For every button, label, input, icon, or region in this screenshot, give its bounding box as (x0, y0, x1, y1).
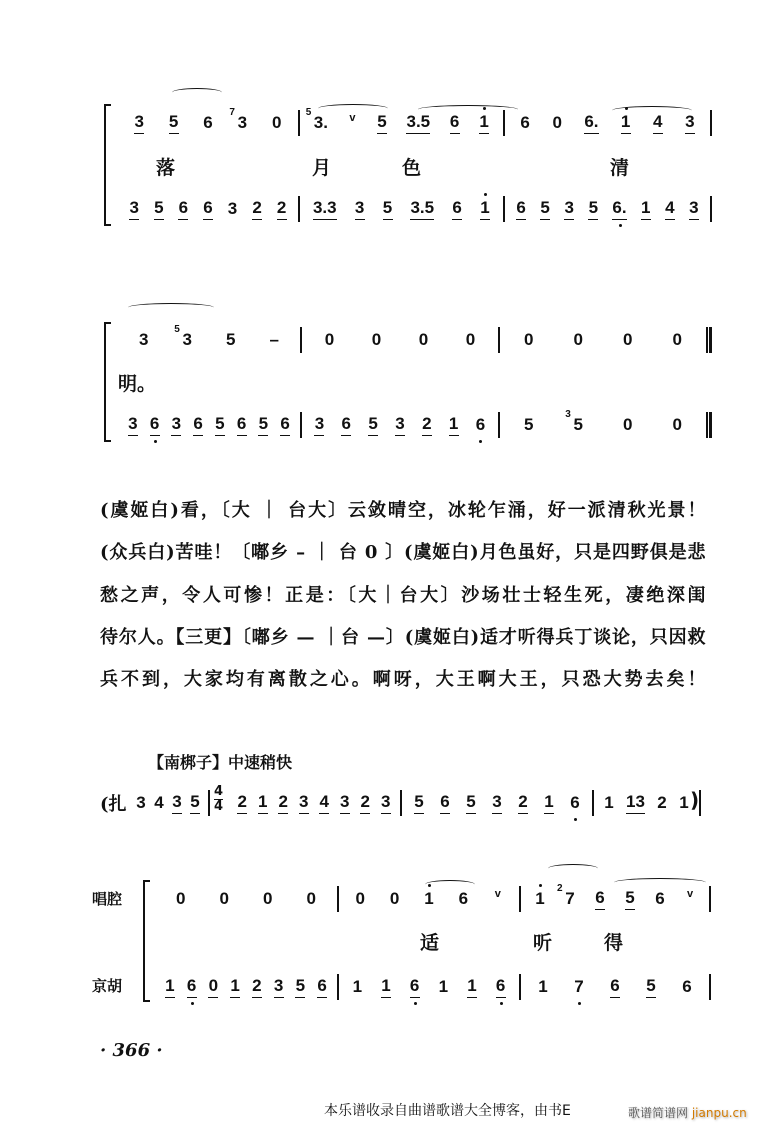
watermark (628, 1104, 747, 1121)
note: 4 (665, 198, 675, 220)
watermark-url: jianpu.cn (691, 1106, 747, 1120)
note: 0 (272, 113, 282, 132)
dialogue-line: 待尔人。【三更】〔嘟乡 — ｜台 —〕(虞姬白)适才听得兵丁谈论，只因救 (100, 627, 706, 648)
measure (521, 972, 709, 1002)
note: 6 (178, 198, 188, 220)
note: 1 (352, 977, 363, 996)
measure (302, 325, 498, 355)
note: 6 (203, 198, 213, 220)
intro-close: ) (690, 788, 700, 812)
measure (300, 194, 503, 224)
note: 3 (134, 112, 144, 134)
note: 2 (252, 198, 262, 220)
note: 6 (458, 889, 469, 908)
note: 6 (655, 889, 665, 908)
lyric: 色 (402, 157, 422, 179)
note: 6 (341, 414, 351, 436)
note: 2 (278, 792, 288, 814)
note: 6 (595, 888, 605, 910)
dialogue-line: 愁之声，令人可惨！正是：〔大｜台大〕沙场壮士轻生死，凄绝深闺 (100, 585, 706, 606)
note: 6 (450, 112, 460, 134)
note: 6 (570, 793, 580, 813)
note: 3 (129, 198, 139, 220)
octave-dot-low (479, 440, 482, 443)
barline-end (706, 327, 712, 353)
note: 5 (368, 414, 378, 436)
note: 6 (496, 976, 506, 998)
note: 1 (538, 977, 548, 996)
measure (118, 410, 300, 440)
measure (500, 410, 706, 440)
note: 2 (657, 793, 667, 812)
note: 0 (371, 330, 382, 349)
note: 6 (280, 414, 290, 436)
note: 3 7 (237, 113, 247, 133)
octave-dot-high (539, 884, 542, 887)
note: 6 (317, 976, 327, 998)
octave-dot-low (154, 440, 157, 443)
lyric: 适 (420, 932, 440, 954)
note: 0 (465, 330, 476, 349)
lyric: 落 (156, 157, 176, 179)
time-signature-bottom: 4 (214, 799, 224, 814)
measure (402, 788, 592, 818)
note: 3 (227, 199, 238, 218)
note: 6 (452, 198, 462, 220)
note: 3 (395, 414, 405, 436)
note: 1 (467, 976, 477, 998)
note: 1 (621, 112, 631, 134)
grace-note: 7 (229, 107, 235, 118)
note: 13 (626, 792, 645, 814)
jinghu-staff (155, 972, 711, 1002)
note: 3.3 (313, 198, 337, 220)
note: 3.5 (410, 198, 434, 220)
note: 3 (340, 792, 350, 814)
note: 3 (689, 198, 699, 220)
note: 7 (574, 977, 584, 997)
lyric: 听 (533, 932, 553, 954)
octave-dot-low (578, 1002, 581, 1005)
note: 2 (518, 792, 528, 814)
note: 6 (193, 414, 203, 436)
measure (128, 788, 208, 818)
note: 1 (449, 414, 459, 436)
note: 1 (438, 977, 449, 996)
note: 6 (187, 976, 197, 998)
note: 6 (440, 792, 450, 814)
dialogue-line: 兵不到，大家均有离散之心。啊呀，大王啊大王，只恐大势去矣！ (100, 669, 706, 690)
note: 5 (215, 414, 225, 436)
note: 2 (252, 976, 262, 998)
staff-label-jinghu: 京胡 (92, 977, 123, 995)
measure (505, 194, 710, 224)
note: 3 (299, 792, 309, 814)
note: 0 (524, 330, 534, 349)
note: 0 (176, 889, 186, 908)
note: 1 (424, 889, 434, 909)
watermark-cn: 歌谱简谱网 (628, 1106, 689, 1120)
measure (594, 788, 699, 818)
note: 2 (360, 792, 370, 814)
grace-note: 3 (565, 409, 571, 420)
grace-note: 5 (174, 324, 180, 335)
note: 3 (139, 330, 149, 349)
note: 6 (203, 113, 213, 132)
note: – (269, 330, 279, 349)
note: 3 (274, 976, 284, 998)
note: 1 (679, 793, 689, 812)
note: 1 (641, 198, 651, 220)
intro-staff (128, 788, 701, 818)
note: 1 (230, 976, 240, 998)
slur (318, 104, 388, 113)
octave-dot-low (619, 224, 622, 227)
note: 3 (685, 112, 695, 134)
measure (155, 972, 337, 1002)
tempo-marking: 【南梆子】中速稍快 (148, 753, 293, 772)
note: 5 (190, 792, 200, 814)
note: 6 (150, 414, 160, 436)
octave-dot-low (414, 1002, 417, 1005)
note: 3 5 (182, 330, 192, 350)
note: 5 (383, 198, 393, 220)
accompaniment-staff (118, 194, 712, 224)
vocal-staff (118, 325, 712, 355)
note: 0 (573, 330, 583, 349)
barline-end (706, 412, 712, 438)
note: 5 (414, 792, 424, 814)
barline-end (699, 790, 701, 816)
note: 5 (154, 198, 164, 220)
note: 1 (604, 793, 614, 812)
note: 6 (237, 414, 247, 436)
note: 0 (672, 330, 682, 349)
note: 4 (653, 112, 663, 134)
octave-dot-high (484, 193, 487, 196)
note: 3 (172, 792, 182, 814)
note: 5 (466, 792, 476, 814)
note: 6 (520, 113, 530, 132)
slur (418, 105, 518, 114)
note: 0 (263, 889, 273, 908)
note: 6 (516, 198, 526, 220)
note: 3.5 (406, 112, 430, 134)
note: 0 (389, 889, 400, 908)
note: 2 (277, 198, 287, 220)
note: 5 (377, 112, 387, 134)
measure (155, 884, 337, 914)
slur (612, 106, 692, 115)
measure (118, 108, 298, 138)
note: 5 3 (573, 415, 583, 435)
octave-dot-low (574, 818, 577, 821)
note: 1 (381, 976, 391, 998)
note: 6. (584, 112, 598, 134)
note: 2 (422, 414, 432, 436)
system-bracket (104, 104, 111, 226)
dialogue-line: (虞姬白)看，〔大 ｜ 台大〕云敛晴空，冰轮乍涌，好一派清秋光景！ (100, 500, 706, 521)
breath-mark: v (494, 888, 501, 900)
slur (614, 878, 706, 887)
note: 1 (165, 976, 175, 998)
system-bracket (104, 322, 111, 442)
note: 6 (682, 977, 692, 996)
note: 0 (208, 976, 218, 998)
accompaniment-staff (118, 410, 712, 440)
note: 0 (355, 889, 365, 908)
note: 4 (154, 793, 164, 812)
note: 6 (475, 415, 485, 435)
measure (118, 325, 300, 355)
note: 0 (418, 330, 429, 349)
note: 3 (355, 198, 365, 220)
note: 3. 5 (314, 113, 328, 133)
dialogue-line: (众兵白)苦哇！〔嘟乡 – ｜ 台 0 〕(虞姬白)月色虽好，只是四野俱是悲 (100, 542, 706, 563)
note: 5 (295, 976, 305, 998)
measure (339, 972, 519, 1002)
slur (128, 303, 214, 312)
note: 5 (226, 330, 236, 349)
lyric: 明。 (118, 373, 157, 395)
note: 3 (136, 793, 146, 812)
system-bracket (143, 880, 150, 1002)
note: 5 (258, 414, 268, 436)
barline-end (710, 110, 712, 136)
note: 5 (588, 198, 598, 220)
note: 1 (544, 792, 554, 814)
note: 6. (612, 198, 626, 220)
page-number: · 366 · (100, 1040, 163, 1061)
time-signature-top: 4 (214, 784, 224, 799)
note: 1 (480, 198, 490, 220)
note: 4 (319, 792, 329, 814)
note: 3 (381, 792, 391, 814)
note: 5 (625, 888, 635, 910)
note: 3 (171, 414, 181, 436)
slur (425, 880, 475, 889)
barline-end (709, 886, 711, 912)
note: 0 (324, 330, 335, 349)
note: 1 (535, 889, 545, 909)
octave-dot-low (191, 1002, 194, 1005)
note: 2 (237, 792, 247, 814)
note: 5 (646, 976, 656, 998)
footer-notice: 本乐谱收录自曲谱歌谱大全博客，由书E (324, 1103, 571, 1119)
note: 5 (540, 198, 550, 220)
lyric: 得 (604, 932, 624, 954)
note: 0 (672, 415, 682, 434)
note: 5 (169, 112, 179, 134)
note: 5 (524, 415, 534, 434)
note: 3 (564, 198, 574, 220)
barline-end (710, 196, 712, 222)
note: 6 (410, 976, 420, 998)
note: 3 (314, 414, 324, 436)
grace-note: 2 (557, 883, 563, 894)
intro-open: (扎 (100, 794, 127, 815)
note: 0 (219, 889, 229, 908)
barline-end (709, 974, 711, 1000)
note: 0 (623, 330, 633, 349)
staff-label-vocal: 唱腔 (92, 890, 123, 908)
note: 7 2 (565, 889, 575, 909)
note: 1 (479, 112, 489, 134)
measure (118, 194, 298, 224)
measure (521, 884, 709, 914)
measure (500, 325, 706, 355)
note: 3 (492, 792, 502, 814)
note: 3 (128, 414, 138, 436)
measure (210, 788, 400, 818)
slur (548, 864, 598, 873)
breath-mark: v (686, 888, 694, 900)
slur (172, 88, 222, 97)
octave-dot-low (500, 1002, 503, 1005)
note: 1 (258, 792, 268, 814)
note: 0 (623, 415, 633, 434)
lyric: 清 (610, 157, 630, 179)
note: 6 (610, 976, 620, 998)
lyric: 月 (312, 157, 332, 179)
breath-mark: v (349, 112, 356, 124)
note: 0 (306, 889, 316, 908)
measure (302, 410, 498, 440)
grace-note: 5 (305, 107, 312, 118)
note: 0 (552, 113, 562, 132)
